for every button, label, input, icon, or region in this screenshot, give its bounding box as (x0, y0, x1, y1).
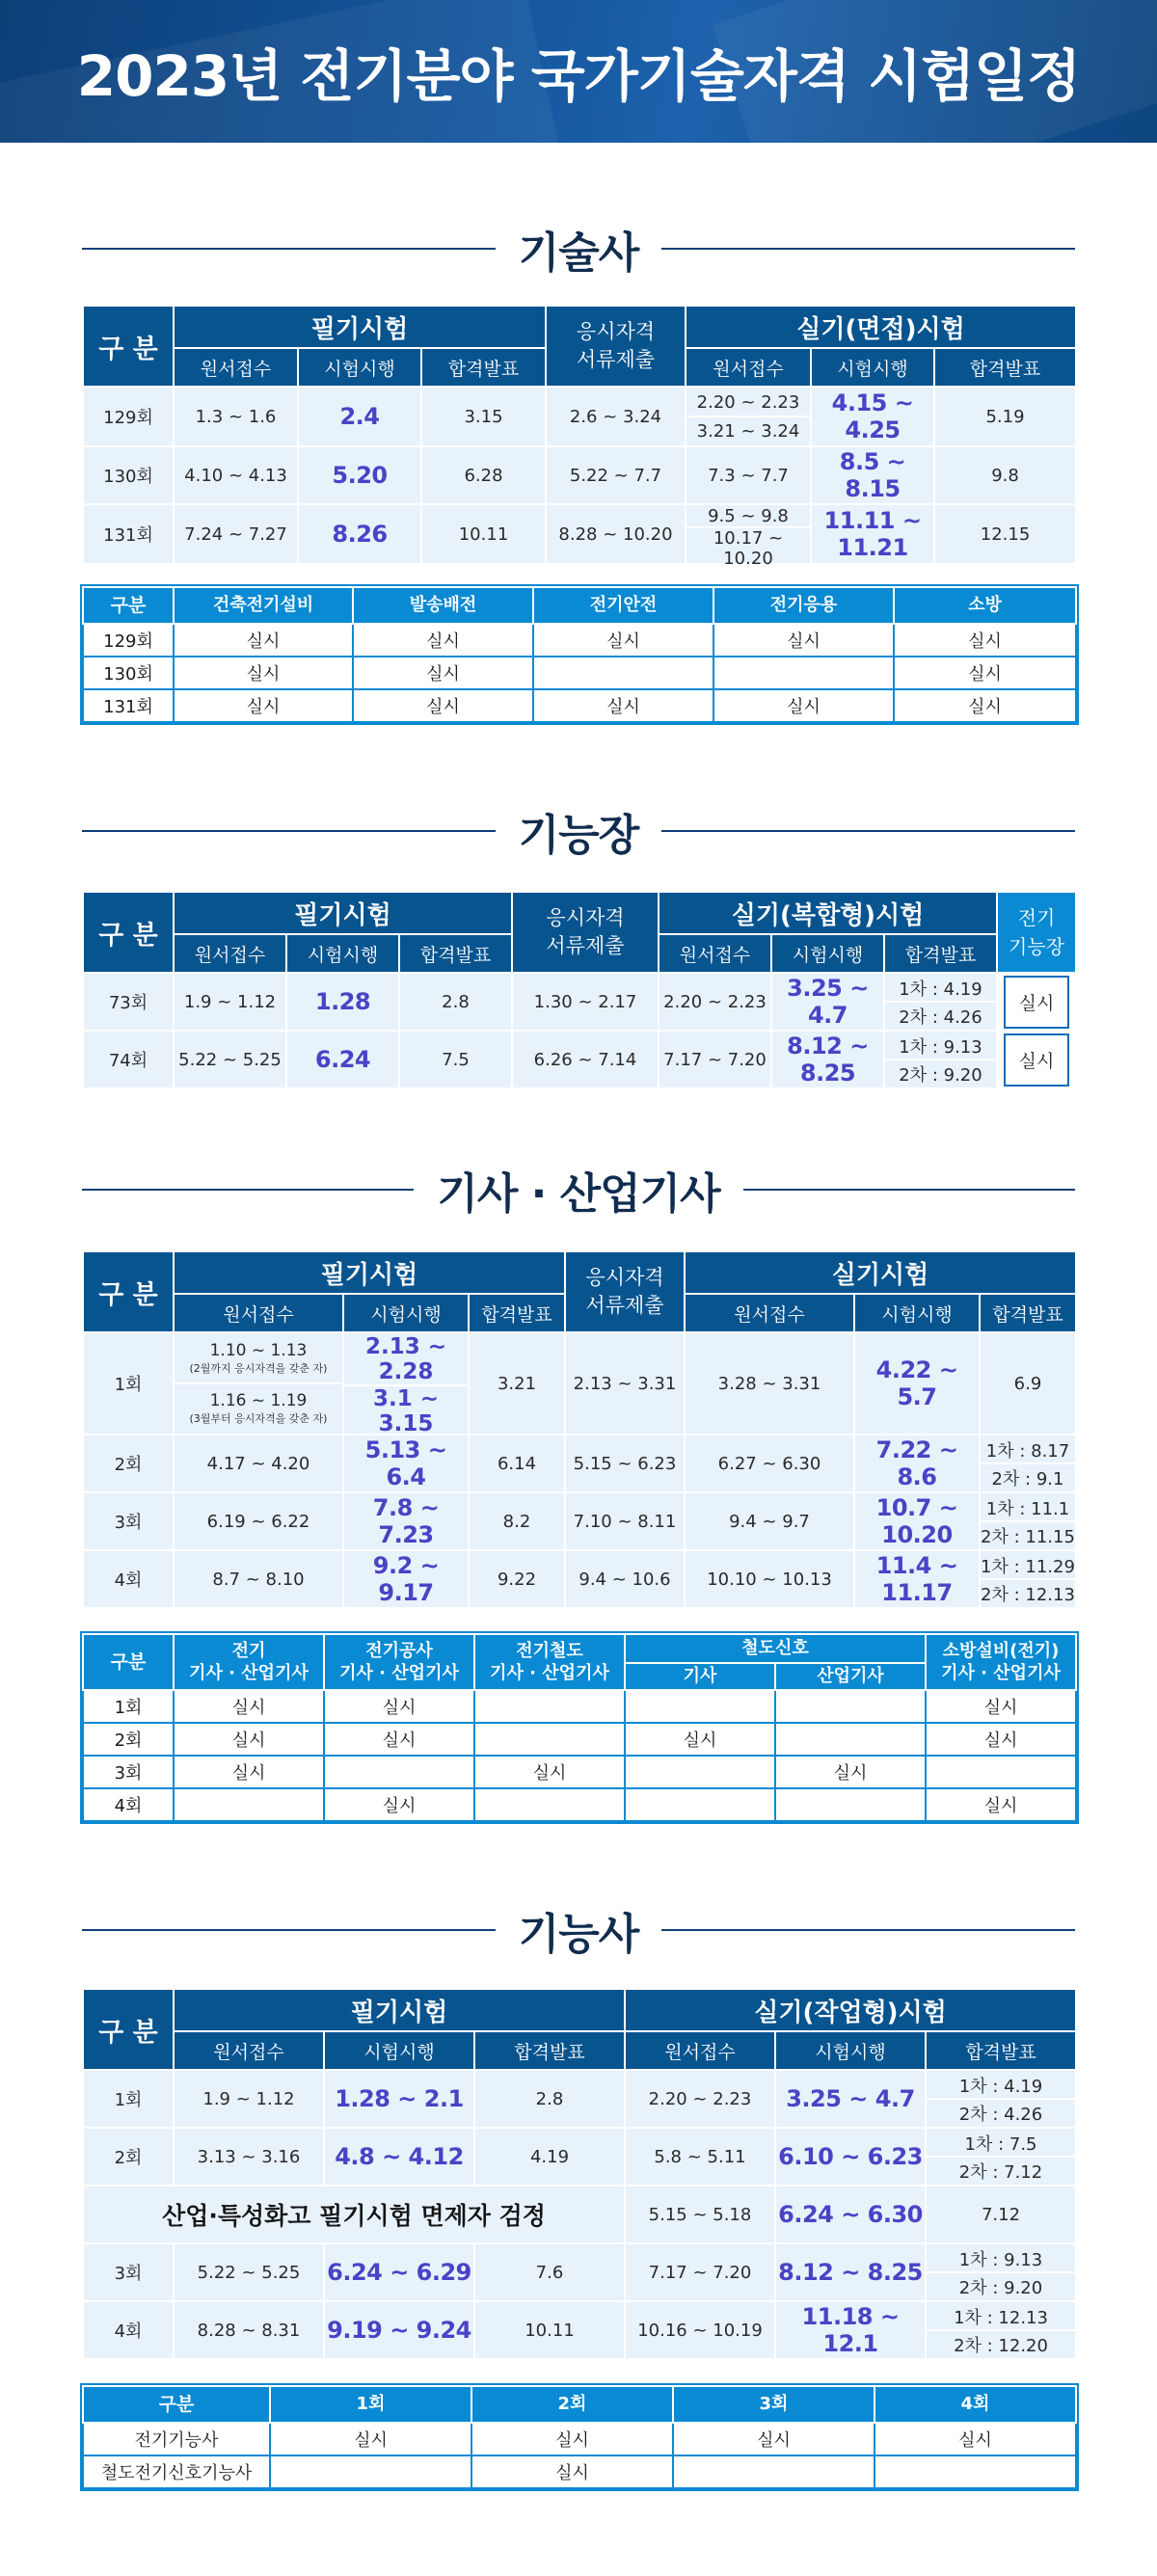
table-row (83, 504, 1076, 564)
divider (82, 1189, 414, 1191)
header-w-apply: 원서접수 (174, 2031, 324, 2070)
w-result-cell: 10.11 (421, 504, 546, 564)
status-cell: 실시 (353, 624, 533, 657)
status-cell: 실시 (874, 2423, 1076, 2455)
w-apply-cell: 5.22 ~ 5.25 (174, 1031, 286, 1088)
section-heading: 기능사 (518, 1910, 639, 1959)
w-result-cell: 7.6 (474, 2243, 625, 2301)
gisa-schedule-table (82, 1250, 1077, 1609)
w-exam-cell: 1.28 (286, 973, 399, 1031)
table-row (83, 1756, 1076, 1788)
w-result-cell: 2.8 (399, 973, 512, 1031)
p-exam-cell: 11.18 ~ 12.1 (775, 2301, 926, 2359)
status-cell (474, 1788, 625, 1821)
header-w-result: 합격발표 (421, 348, 546, 387)
header-doc: 응시자격 서류제출 (512, 892, 659, 973)
table-row (83, 1492, 1076, 1550)
doc-cell: 9.4 ~ 10.6 (565, 1550, 685, 1608)
table-row (83, 689, 1076, 722)
w-apply-cell: 5.22 ~ 5.25 (174, 2243, 324, 2301)
status-cell: 실시 (894, 689, 1076, 722)
status-cell: 실시 (174, 657, 353, 689)
status-cell (174, 1788, 324, 1821)
header-w-result: 합격발표 (474, 2031, 625, 2070)
page-title: 2023년 전기분야 국가기술자격 시험일정 (76, 43, 1081, 109)
p-exam-cell: 4.15 ~ 4.25 (811, 387, 934, 446)
header-round: 4회 (874, 2386, 1076, 2423)
doc-cell: 1.30 ~ 2.17 (512, 973, 659, 1031)
header-p-result: 합격발표 (884, 934, 997, 973)
w-exam-cell: 2.13 ~ 2.28 3.1 ~ 3.15 (343, 1332, 469, 1435)
divider (82, 248, 496, 250)
doc-cell: 2.6 ~ 3.24 (546, 387, 686, 446)
header-practical: 실기(복합형)시험 (659, 892, 997, 934)
w-apply-cell: 8.28 ~ 8.31 (174, 2301, 324, 2359)
status-cell (775, 1723, 926, 1756)
w-apply-cell: 6.19 ~ 6.22 (174, 1492, 343, 1550)
status-cell (533, 657, 713, 689)
status-cell: 실시 (174, 624, 353, 657)
header-gubun: 구 분 (83, 892, 174, 973)
header-field: 전기안전 (533, 587, 713, 624)
header-gubun: 구분 (83, 1634, 174, 1690)
status-cell: 실시 (353, 657, 533, 689)
doc-cell: 5.22 ~ 7.7 (546, 446, 686, 504)
p-result-cell: 7.12 (926, 2186, 1076, 2243)
w-result-cell: 6.14 (469, 1435, 565, 1492)
header-w-apply: 원서접수 (174, 348, 298, 387)
title-banner (0, 0, 1157, 143)
header-gubun: 구분 (83, 2386, 270, 2423)
table-row (83, 387, 1076, 446)
w-result-cell: 9.22 (469, 1550, 565, 1608)
header-w-exam: 시험시행 (298, 348, 421, 387)
w-apply-cell: 7.24 ~ 7.27 (174, 504, 298, 564)
status-cell: 실시 (324, 1788, 474, 1821)
round-cell: 4회 (83, 1788, 174, 1821)
field-cell: 전기기능사 (83, 2423, 270, 2455)
p-apply-cell: 9.4 ~ 9.7 (685, 1492, 854, 1550)
header-field: 소방설비(전기) 기사 · 산업기사 (926, 1634, 1076, 1690)
w-exam-cell: 7.8 ~ 7.23 (343, 1492, 469, 1550)
status-cell (625, 1690, 775, 1723)
divider (82, 1929, 496, 1931)
header-gubun: 구 분 (83, 1989, 174, 2070)
w-result-cell: 3.21 (469, 1332, 565, 1435)
header-field: 전기 기사 · 산업기사 (174, 1634, 324, 1690)
header-p-apply: 원서접수 (659, 934, 771, 973)
table-row (83, 446, 1076, 504)
round-cell: 2회 (83, 2128, 174, 2186)
w-apply-cell: 1.9 ~ 1.12 (174, 2070, 324, 2128)
doc-cell: 8.28 ~ 10.20 (546, 504, 686, 564)
w-result-cell: 2.8 (474, 2070, 625, 2128)
gisa-field-table (82, 1633, 1077, 1822)
p-apply-cell: 5.8 ~ 5.11 (625, 2128, 775, 2186)
header-w-result: 합격발표 (469, 1294, 565, 1332)
status-cell: 실시 (474, 1756, 625, 1788)
header-written: 필기시험 (174, 1251, 565, 1294)
status-cell: 실시 (174, 1690, 324, 1723)
round-cell: 130회 (83, 657, 174, 689)
status-cell: 실시 (625, 1723, 775, 1756)
p-result-cell: 1차 : 9.13 2차 : 9.20 (926, 2243, 1076, 2301)
header-w-exam: 시험시행 (343, 1294, 469, 1332)
header-practical: 실기시험 (685, 1251, 1076, 1294)
status-cell: 실시 (894, 624, 1076, 657)
p-result-cell: 1차 : 12.13 2차 : 12.20 (926, 2301, 1076, 2359)
p-result-cell: 1차 : 8.17 2차 : 9.1 (980, 1435, 1076, 1492)
w-result-cell: 3.15 (421, 387, 546, 446)
p-result-cell: 1차 : 4.19 2차 : 4.26 (884, 973, 997, 1031)
header-round: 3회 (673, 2386, 874, 2423)
table-row (83, 2455, 1076, 2488)
round-cell: 1회 (83, 2070, 174, 2128)
w-exam-cell: 5.20 (298, 446, 421, 504)
w-result-cell: 8.2 (469, 1492, 565, 1550)
round-cell: 73회 (83, 973, 174, 1031)
table-row (83, 2423, 1076, 2455)
header-field: 전기철도 기사 · 산업기사 (474, 1634, 625, 1690)
status-cell (775, 1788, 926, 1821)
header-doc: 응시자격 서류제출 (565, 1251, 685, 1332)
header-field: 철도신호 (625, 1634, 926, 1663)
status-cell: 실시 (533, 624, 713, 657)
section-title-gisulsa (82, 220, 1075, 278)
header-field: 소방 (894, 587, 1076, 624)
header-w-apply: 원서접수 (174, 1294, 343, 1332)
status-cell: 실시 (926, 1788, 1076, 1821)
status-cell: 실시 (713, 624, 894, 657)
header-w-result: 합격발표 (399, 934, 512, 973)
p-result-cell: 1차 : 11.29 2차 : 12.13 (980, 1550, 1076, 1608)
p-exam-cell: 4.22 ~ 5.7 (854, 1332, 980, 1435)
table-row (83, 2301, 1076, 2359)
field-cell: 철도전기신호기능사 (83, 2455, 270, 2488)
round-cell: 3회 (83, 1492, 174, 1550)
header-w-apply: 원서접수 (174, 934, 286, 973)
header-p-exam: 시험시행 (854, 1294, 980, 1332)
round-cell: 4회 (83, 2301, 174, 2359)
table-row (83, 2243, 1076, 2301)
p-result-cell: 6.9 (980, 1332, 1076, 1435)
p-result-cell: 1차 : 7.5 2차 : 7.12 (926, 2128, 1076, 2186)
status-cell: 실시 (174, 689, 353, 722)
status-cell (625, 1788, 775, 1821)
status-cell (775, 1690, 926, 1723)
p-apply-cell: 7.17 ~ 7.20 (625, 2243, 775, 2301)
w-result-cell: 7.5 (399, 1031, 512, 1088)
w-exam-cell: 5.13 ~ 6.4 (343, 1435, 469, 1492)
table-row (83, 2128, 1076, 2186)
p-result-cell: 1차 : 4.19 2차 : 4.26 (926, 2070, 1076, 2128)
p-exam-cell: 3.25 ~ 4.7 (775, 2070, 926, 2128)
table-row (83, 1435, 1076, 1492)
header-field: 전기공사 기사 · 산업기사 (324, 1634, 474, 1690)
status-cell: 실시 (324, 1723, 474, 1756)
table-row (83, 1550, 1076, 1608)
round-cell: 3회 (83, 2243, 174, 2301)
status-cell (713, 657, 894, 689)
w-result-cell: 10.11 (474, 2301, 625, 2359)
header-p-exam: 시험시행 (775, 2031, 926, 2070)
round-cell: 129회 (83, 624, 174, 657)
header-elec-master: 전기 기능장 (997, 892, 1076, 973)
w-exam-cell: 6.24 ~ 6.29 (324, 2243, 474, 2301)
header-practical: 실기(작업형)시험 (625, 1989, 1076, 2031)
p-exam-cell: 11.4 ~ 11.17 (854, 1550, 980, 1608)
table-row (83, 1788, 1076, 1821)
status-cell: 실시 (353, 689, 533, 722)
p-apply-cell: 10.16 ~ 10.19 (625, 2301, 775, 2359)
status-cell (625, 1756, 775, 1788)
header-field: 산업기사 (775, 1663, 926, 1690)
status-cell: 실시 (775, 1756, 926, 1788)
section-heading: 기능장 (518, 811, 639, 860)
round-cell: 4회 (83, 1550, 174, 1608)
round-cell: 74회 (83, 1031, 174, 1088)
w-apply-cell: 1.3 ~ 1.6 (174, 387, 298, 446)
p-exam-cell: 3.25 ~ 4.7 (771, 973, 884, 1031)
w-exam-cell: 9.19 ~ 9.24 (324, 2301, 474, 2359)
w-exam-cell: 8.26 (298, 504, 421, 564)
header-practical: 실기(면접)시험 (686, 306, 1076, 348)
p-exam-cell: 8.12 ~ 8.25 (771, 1031, 884, 1088)
section-title-ginungjang (82, 802, 1075, 860)
header-doc: 응시자격 서류제출 (546, 306, 686, 387)
round-cell: 129회 (83, 387, 174, 446)
w-exam-cell: 1.28 ~ 2.1 (324, 2070, 474, 2128)
p-exam-cell: 7.22 ~ 8.6 (854, 1435, 980, 1492)
p-exam-cell: 8.5 ~ 8.15 (811, 446, 934, 504)
header-field: 기사 (625, 1663, 775, 1690)
status-cell (324, 1756, 474, 1788)
divider (661, 830, 1075, 832)
w-apply-cell: 1.10 ~ 1.13 (2월까지 응시자격을 갖춘 자) 1.16 ~ 1.19 (3월부터 응시자격을 갖춘 자) (174, 1332, 343, 1435)
w-result-cell: 4.19 (474, 2128, 625, 2186)
table-row (83, 1332, 1076, 1435)
p-result-cell: 9.8 (934, 446, 1076, 504)
round-cell: 2회 (83, 1435, 174, 1492)
header-written: 필기시험 (174, 306, 546, 348)
status-cell: 실시 (471, 2423, 673, 2455)
p-apply-cell: 9.5 ~ 9.8 10.17 ~ 10.20 (686, 504, 811, 564)
header-w-exam: 시험시행 (286, 934, 399, 973)
p-apply-cell: 3.28 ~ 3.31 (685, 1332, 854, 1435)
gisulsa-field-table (82, 586, 1077, 723)
status-cell (270, 2455, 471, 2488)
elec-master-cell: 실시 (997, 973, 1076, 1031)
p-apply-cell: 2.20 ~ 2.23 (625, 2070, 775, 2128)
section-title-ginungsa (82, 1901, 1075, 1959)
header-p-apply: 원서접수 (625, 2031, 775, 2070)
p-exam-cell: 6.24 ~ 6.30 (775, 2186, 926, 2243)
w-exam-cell: 4.8 ~ 4.12 (324, 2128, 474, 2186)
divider (82, 830, 496, 832)
status-cell: 실시 (324, 1690, 474, 1723)
status-cell: 실시 (894, 657, 1076, 689)
header-p-result: 합격발표 (934, 348, 1076, 387)
table-row (83, 1031, 1076, 1088)
w-apply-cell: 8.7 ~ 8.10 (174, 1550, 343, 1608)
w-exam-cell: 2.4 (298, 387, 421, 446)
header-gubun: 구분 (83, 587, 174, 624)
status-cell: 실시 (174, 1756, 324, 1788)
table-row (83, 2070, 1076, 2128)
status-cell: 실시 (713, 689, 894, 722)
table-row (83, 973, 1076, 1031)
status-cell: 실시 (471, 2455, 673, 2488)
header-p-exam: 시험시행 (771, 934, 884, 973)
table-row (83, 1690, 1076, 1723)
w-apply-cell: 3.13 ~ 3.16 (174, 2128, 324, 2186)
p-exam-cell: 10.7 ~ 10.20 (854, 1492, 980, 1550)
header-p-result: 합격발표 (980, 1294, 1076, 1332)
doc-cell: 6.26 ~ 7.14 (512, 1031, 659, 1088)
round-cell: 1회 (83, 1332, 174, 1435)
status-cell (874, 2455, 1076, 2488)
section-heading: 기술사 (518, 228, 639, 278)
section-title-gisa (82, 1161, 1075, 1219)
doc-cell: 2.13 ~ 3.31 (565, 1332, 685, 1435)
table-row (83, 657, 1076, 689)
header-written: 필기시험 (174, 892, 512, 934)
p-apply-cell: 7.3 ~ 7.7 (686, 446, 811, 504)
status-cell (926, 1756, 1076, 1788)
ginungjang-schedule-table (82, 891, 1077, 1089)
status-cell (474, 1690, 625, 1723)
ginungsa-schedule-table (82, 1988, 1077, 2360)
round-cell: 2회 (83, 1723, 174, 1756)
divider (661, 1929, 1075, 1931)
status-cell: 실시 (270, 2423, 471, 2455)
doc-cell: 5.15 ~ 6.23 (565, 1435, 685, 1492)
header-p-apply: 원서접수 (686, 348, 811, 387)
header-p-result: 합격발표 (926, 2031, 1076, 2070)
w-result-cell: 6.28 (421, 446, 546, 504)
round-cell: 131회 (83, 689, 174, 722)
p-exam-cell: 8.12 ~ 8.25 (775, 2243, 926, 2301)
status-cell: 실시 (673, 2423, 874, 2455)
p-result-cell: 1차 : 9.13 2차 : 9.20 (884, 1031, 997, 1088)
w-apply-cell: 4.10 ~ 4.13 (174, 446, 298, 504)
header-round: 1회 (270, 2386, 471, 2423)
w-apply-cell: 4.17 ~ 4.20 (174, 1435, 343, 1492)
p-result-cell: 5.19 (934, 387, 1076, 446)
status-cell: 실시 (926, 1690, 1076, 1723)
ginungsa-field-table (82, 2385, 1077, 2489)
divider (743, 1189, 1075, 1191)
section-heading: 기사 · 산업기사 (437, 1169, 720, 1219)
doc-cell: 7.10 ~ 8.11 (565, 1492, 685, 1550)
round-cell: 131회 (83, 504, 174, 564)
p-apply-cell: 2.20 ~ 2.23 3.21 ~ 3.24 (686, 387, 811, 446)
w-exam-cell: 9.2 ~ 9.17 (343, 1550, 469, 1608)
header-field: 전기응용 (713, 587, 894, 624)
status-cell: 실시 (533, 689, 713, 722)
header-field: 건축전기설비 (174, 587, 353, 624)
header-w-exam: 시험시행 (324, 2031, 474, 2070)
status-cell (474, 1723, 625, 1756)
p-apply-cell: 2.20 ~ 2.23 (659, 973, 771, 1031)
status-cell: 실시 (926, 1723, 1076, 1756)
w-exam-cell: 6.24 (286, 1031, 399, 1088)
p-result-cell: 1차 : 11.1 2차 : 11.15 (980, 1492, 1076, 1550)
status-cell (673, 2455, 874, 2488)
p-apply-cell: 7.17 ~ 7.20 (659, 1031, 771, 1088)
header-written: 필기시험 (174, 1989, 625, 2031)
header-p-apply: 원서접수 (685, 1294, 854, 1332)
header-p-exam: 시험시행 (811, 348, 934, 387)
header-round: 2회 (471, 2386, 673, 2423)
round-cell: 1회 (83, 1690, 174, 1723)
p-apply-cell: 5.15 ~ 5.18 (625, 2186, 775, 2243)
p-exam-cell: 6.10 ~ 6.23 (775, 2128, 926, 2186)
status-cell: 실시 (174, 1723, 324, 1756)
divider (661, 248, 1075, 250)
table-row (83, 624, 1076, 657)
elec-master-cell: 실시 (997, 1031, 1076, 1088)
table-row (83, 1723, 1076, 1756)
special-exam-label: 산업·특성화고 필기시험 면제자 검정 (83, 2186, 625, 2243)
header-gubun: 구 분 (83, 1251, 174, 1332)
gisulsa-schedule-table (82, 305, 1077, 569)
header-gubun: 구 분 (83, 306, 174, 387)
round-cell: 3회 (83, 1756, 174, 1788)
p-exam-cell: 11.11 ~ 11.21 (811, 504, 934, 564)
p-apply-cell: 6.27 ~ 6.30 (685, 1435, 854, 1492)
p-result-cell: 12.15 (934, 504, 1076, 564)
header-field: 발송배전 (353, 587, 533, 624)
round-cell: 130회 (83, 446, 174, 504)
w-apply-cell: 1.9 ~ 1.12 (174, 973, 286, 1031)
p-apply-cell: 10.10 ~ 10.13 (685, 1550, 854, 1608)
table-row (83, 2186, 1076, 2243)
